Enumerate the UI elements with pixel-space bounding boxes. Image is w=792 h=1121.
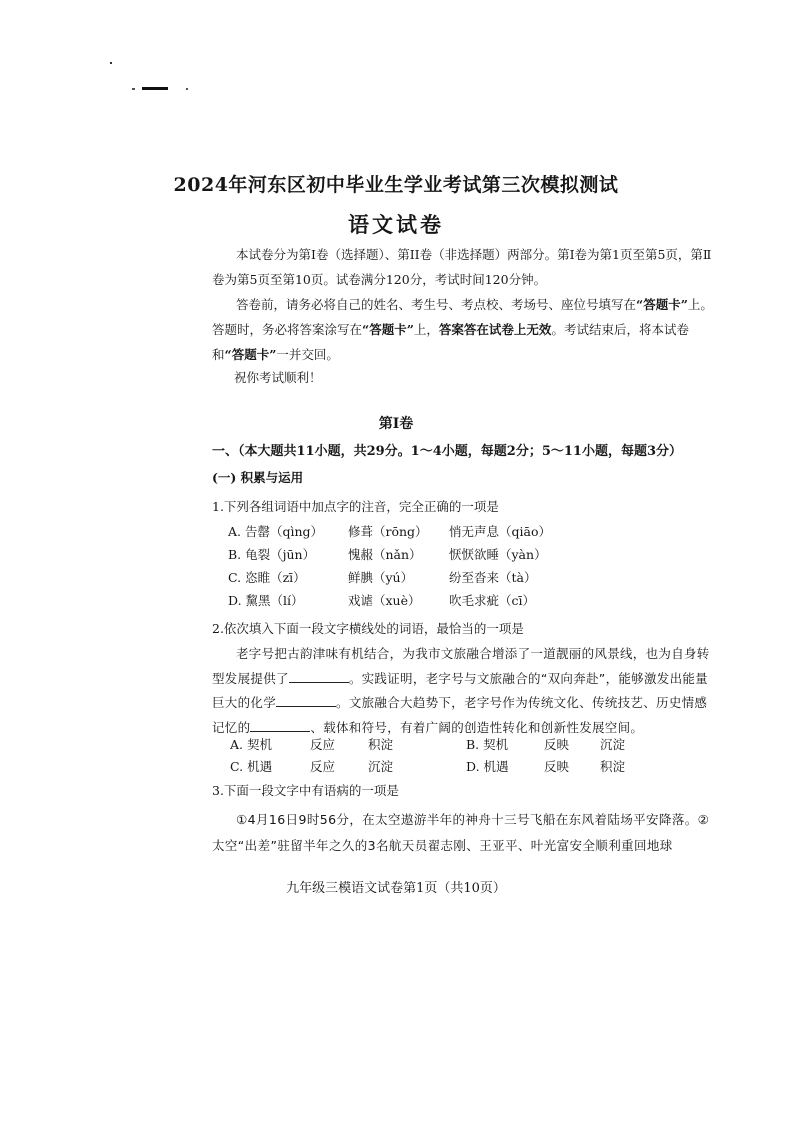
option-cell: D. 黧黑（lí） [228,593,304,608]
section-instruction: 一、（本大题共11小题，共29分。1～4小题，每题2分；5～11小题，每题3分） [212,444,682,459]
question-2-stem: 2.依次填入下面一段文字横线处的词语，最恰当的一项是 [212,621,524,636]
option-cell: 吹毛求疵（cī） [449,593,535,608]
option-cell: B. 契机 [466,737,509,752]
page-footer: 九年级三模语文试卷第1页（共10页） [286,881,506,896]
intro-paragraph-1: 本试卷分为第Ⅰ卷（选择题）、第II卷（非选择题）两部分。第Ⅰ卷为第1页至第5页，第Ⅱ卷为第5页至第10页。试卷满分120分，考试时间120分钟。 [212,247,712,287]
exam-title: 2024年河东区初中毕业生学业考试第三次模拟测试 [173,174,619,196]
intro-bold: “答题卡” [224,347,277,362]
intro-bold: 答案答在试卷上无效 [438,322,552,337]
option-cell: C. 恣睢（zī） [228,570,306,585]
option-cell: 反映 [544,737,570,752]
subsection-heading: (一) 积累与运用 [212,470,304,485]
question-2-options [230,735,710,779]
intro-text: 上， [413,322,439,337]
intro-paragraph-2 [212,292,717,367]
option-row [230,757,710,779]
answer-blank [276,692,336,707]
option-cell: 积淀 [368,737,394,752]
section-heading: 第Ⅰ卷 [378,416,414,432]
option-cell: 恹恹欲睡（yàn） [449,547,547,562]
scan-speck [132,88,135,90]
option-cell: 纷至沓来（tà） [449,570,537,585]
option-cell: 戏谑（xuè） [348,593,421,608]
option-cell: 鲜腆（yú） [348,570,414,585]
option-cell: C. 机遇 [230,759,273,774]
answer-blank [289,668,349,683]
option-cell: 反应 [310,737,336,752]
passage-text: 。文旅融合大趋势下，老字号作为传统文化、传统技艺、历史情感记忆的 [212,695,708,735]
option-cell: 反映 [544,759,570,774]
passage-text: 、载体和符号，有着广阔的创造性转化和创新性发展空间。 [310,719,644,735]
option-cell: 悄无声息（qiāo） [449,524,551,539]
intro-text: 上。答题时，务必将答案涂写在 [212,297,713,337]
option-cell: A. 告罄（qìng） [228,524,324,539]
answer-blank [250,717,310,732]
option-cell: 沉淀 [600,737,626,752]
intro-text: 答卷前，请务必将自己的姓名、考生号、考点校、考场号、座位号填写在 [236,297,637,312]
option-cell: A. 契机 [230,737,272,752]
option-row [230,735,710,757]
exam-subtitle: 语文试卷 [348,212,444,237]
question-1-stem: 1.下列各组词语中加点字的注音，完全正确的一项是 [212,499,499,514]
option-cell: 反应 [310,759,336,774]
intro-text: 。考试结束后，将本试卷和 [212,322,689,362]
option-cell: 愧赧（nǎn） [348,547,422,562]
scan-speck [110,62,112,64]
question-3-stem: 3.下面一段文字中有语病的一项是 [212,783,399,798]
question-3-passage: ①4月16日9时56分，在太空遨游半年的神舟十三号飞船在东风着陆场平安降落。②太空“出差”驻留半年之久的3名航天员翟志刚、王亚平、叶光富安全顺利重回地球 [212,812,710,853]
option-cell: 积淀 [600,759,626,774]
question-2-passage [212,642,717,740]
option-cell: D. 机遇 [466,759,509,774]
intro-paragraph-3: 祝你考试顺利！ [234,370,322,385]
scan-mark [142,87,168,90]
scan-speck [186,88,188,90]
intro-bold: “答题卡” [362,322,414,337]
option-cell: B. 龟裂（jūn） [228,547,316,562]
intro-bold: “答题卡” [636,297,688,312]
passage-text: 老字号把古韵津味有机结合，为我市文旅融合增添了一道靓丽的风景线，也为自身转型发展提供了 [212,646,710,686]
intro-text: 一并交回。 [276,347,339,362]
option-cell: 修葺（rōng） [348,524,428,539]
passage-text: 。实践证明，老字号与文旅融合的“双向奔赴”，能够激发出能量巨大的化学 [212,670,708,710]
option-cell: 沉淀 [368,759,394,774]
